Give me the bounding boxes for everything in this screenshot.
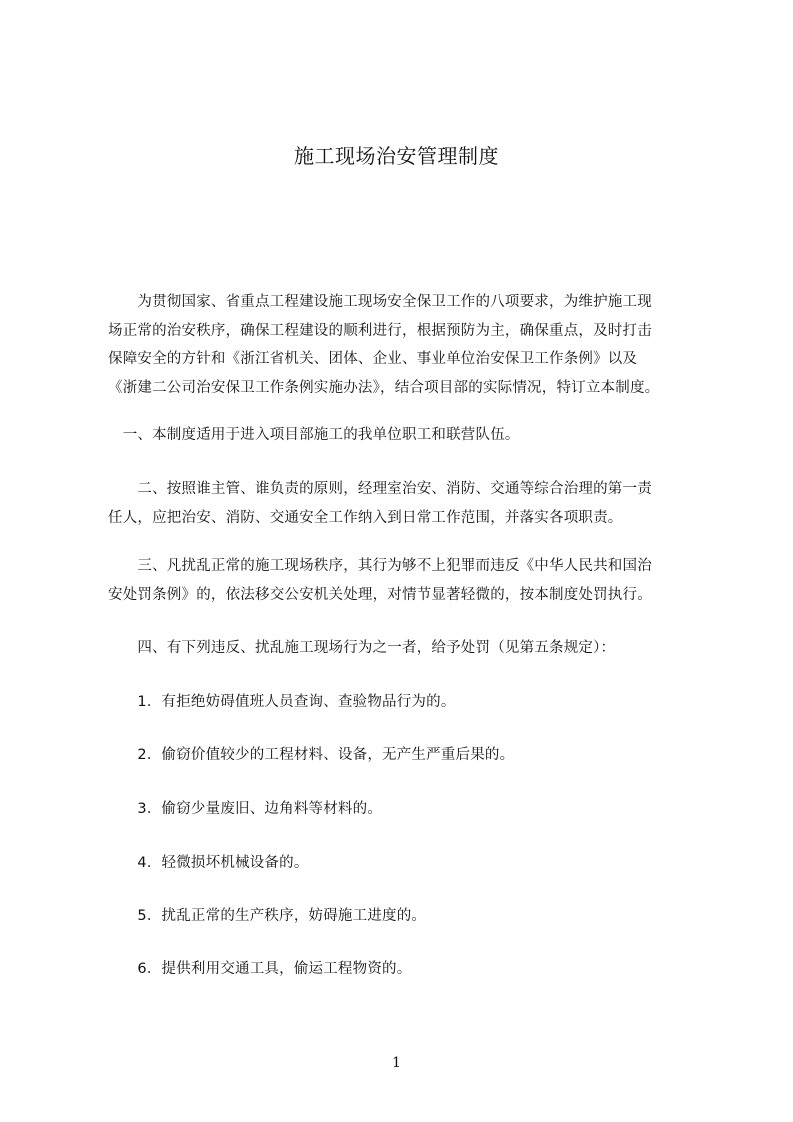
article-1-paragraph bbox=[108, 421, 705, 450]
intro-line: 为贯彻国家、省重点工程建设施工现场安全保卫工作的八项要求，为维护施工现 bbox=[108, 294, 652, 310]
article-2-line: 二、按照谁主管、谁负责的原则，经理室治安、消防、交通等综合治理的第一责 bbox=[108, 481, 652, 497]
article-1-line: 一、本制度适用于进入项目部施工的我单位职工和联营队伍。 bbox=[108, 427, 520, 443]
list-item: 6．提供利用交通工具，偷运工程物资的。 bbox=[108, 961, 412, 977]
article-2-paragraph bbox=[108, 475, 705, 532]
intro-line: 《浙建二公司治安保卫工作条例实施办法》，结合项目部的实际情况，特订立本制度。 bbox=[108, 379, 660, 396]
list-item: 1．有拒绝妨碍值班人员查询、查验物品行为的。 bbox=[108, 694, 456, 710]
article-2-line: 任人，应把治安、消防、交通安全工作纳入到日常工作范围，并落实各项职责。 bbox=[108, 509, 623, 526]
article-4-line: 四、有下列违反、扰乱施工现场行为之一者，给予处罚（见第五条规定）： bbox=[108, 640, 616, 656]
intro-line: 保障安全的方针和《浙江省机关、团体、企业、事业单位治安保卫工作条例》以及 bbox=[108, 351, 638, 367]
page-number: 1 bbox=[392, 1055, 401, 1071]
article-3-paragraph bbox=[108, 552, 705, 609]
list-item: 4．轻微损坏机械设备的。 bbox=[108, 855, 309, 871]
article-3-line: 安处罚条例》的，依法移交公安机关处理，对情节显著轻微的，按本制度处罚执行。 bbox=[108, 586, 652, 603]
article-4-paragraph bbox=[108, 634, 705, 663]
article-3-line: 三、凡扰乱正常的施工现场秩序，其行为够不上犯罪而违反《中华人民共和国治 bbox=[108, 558, 652, 574]
intro-paragraph bbox=[108, 288, 705, 402]
list-item: 5．扰乱正常的生产秩序，妨碍施工进度的。 bbox=[108, 908, 427, 924]
list-item: 2．偷窃价值较少的工程材料、设备，无产生严重后果的。 bbox=[108, 747, 515, 763]
list-item: 3．偷窃少量废旧、边角料等材料的。 bbox=[108, 801, 383, 817]
intro-line: 场正常的治安秩序，确保工程建设的顺利进行，根据预防为主，确保重点，及时打击 bbox=[108, 322, 652, 339]
document-title: 施工现场治安管理制度 bbox=[294, 144, 499, 168]
